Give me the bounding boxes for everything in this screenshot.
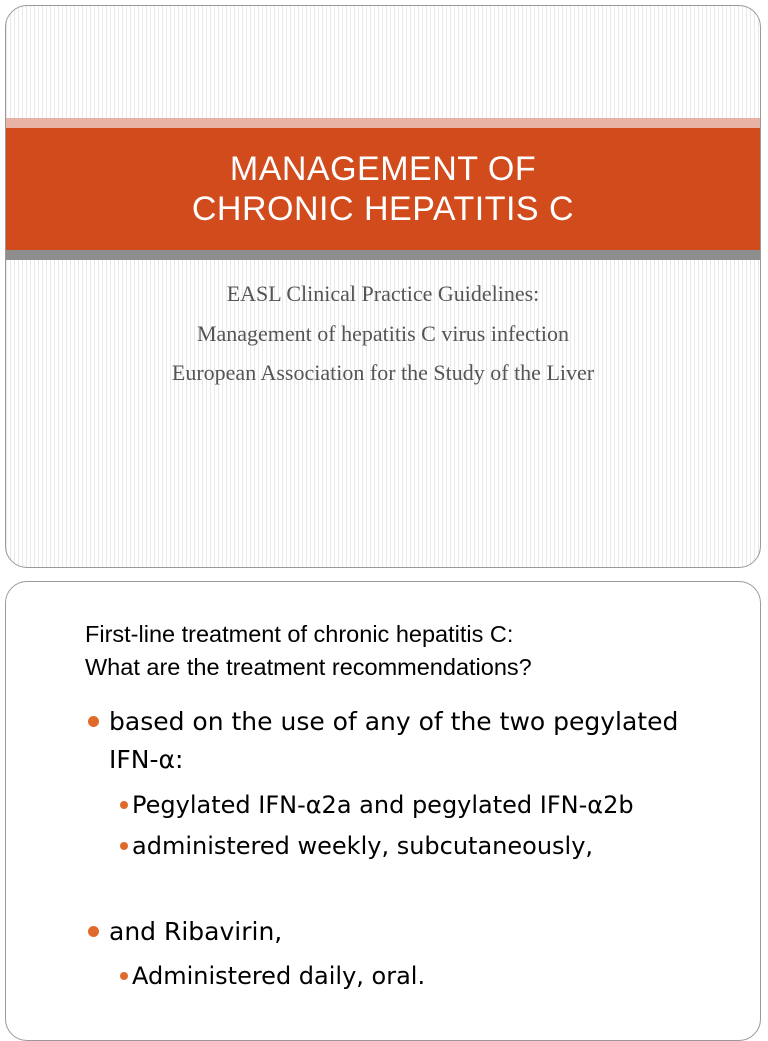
bullet-dot-icon	[88, 926, 99, 937]
subtitle-line-1: EASL Clinical Practice Guidelines:	[226, 281, 540, 306]
subtitle-line-3: European Association for the Study of the Liver	[171, 360, 595, 385]
bullet-dot-icon	[120, 972, 128, 980]
list-item	[109, 913, 729, 951]
content-slide	[5, 581, 761, 1041]
heading-line-2: What are the treatment recommendations?	[85, 654, 532, 680]
bullet-text-continued: IFN-α:	[109, 745, 184, 774]
list-item	[132, 786, 732, 824]
list-item	[132, 957, 732, 995]
subtitle-line-2: Management of hepatitis C virus infection	[196, 320, 570, 346]
title-band-top-stripe	[6, 118, 760, 128]
slide-title-line-1: MANAGEMENT OF	[229, 150, 537, 188]
list-item	[109, 703, 729, 779]
bullet-text: based on the use of any of the two pegylated	[109, 707, 679, 736]
sub-bullet-text: administered weekly, subcutaneously,	[132, 832, 594, 860]
slide-subtitle	[6, 274, 760, 393]
bullet-dot-icon	[120, 801, 128, 809]
bullet-dot-icon	[120, 842, 128, 850]
slide-title-line-2: CHRONIC HEPATITIS C	[191, 190, 575, 228]
title-band	[6, 128, 760, 250]
sub-bullet-text: Administered daily, oral.	[132, 962, 426, 990]
list-item	[132, 827, 732, 865]
sub-bullet-text: Pegylated IFN-α2a and pegylated IFN-α2b	[132, 791, 634, 819]
content-heading	[85, 618, 532, 684]
bullet-dot-icon	[88, 716, 99, 727]
title-band-bottom-stripe	[6, 250, 760, 260]
title-slide	[5, 5, 761, 568]
bullet-text: and Ribavirin,	[109, 917, 283, 946]
heading-line-1: First-line treatment of chronic hepatitis C:	[85, 621, 514, 647]
